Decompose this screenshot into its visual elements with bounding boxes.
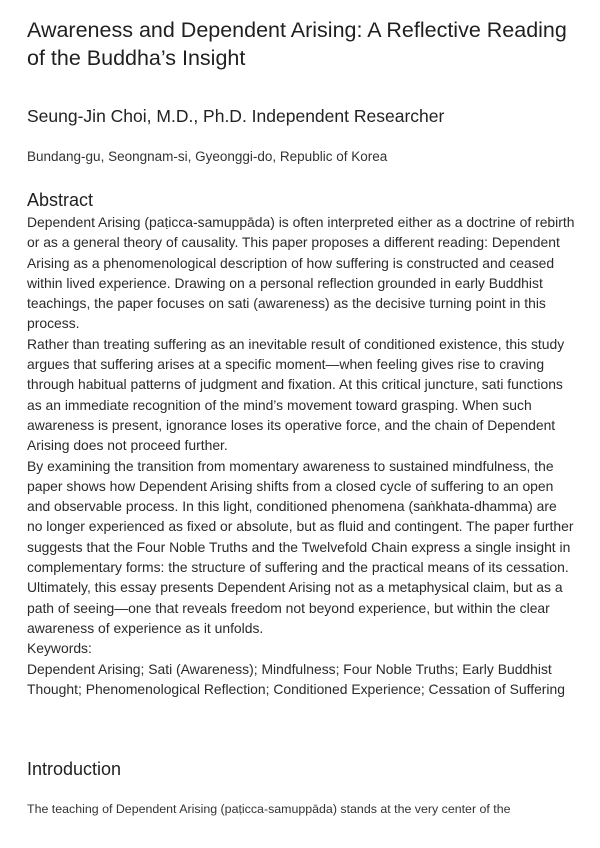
- abstract-body: [27, 212, 575, 699]
- paper-title: Awareness and Dependent Arising: A Reflective Reading of the Buddha’s Insight: [27, 18, 567, 70]
- abstract-paragraph: Dependent Arising (paṭicca-samuppāda) is often interpreted either as a doctrine of rebirth or as a general theory of causality. This paper proposes a different reading: Dependent Arising as a phenomenological description of how suffering is constructed and ceased within lived experience. Drawing on a personal reflection grounded in early Buddhist teachings, the paper focuses on sati (awareness) as the decisive turning point in this process.: [27, 214, 575, 332]
- abstract-heading: Abstract: [27, 190, 94, 210]
- author-line: Seung-Jin Choi, M.D., Ph.D. Independent Researcher: [27, 106, 445, 126]
- affiliation-line: Bundang-gu, Seongnam-si, Gyeonggi-do, Republic of Korea: [27, 149, 388, 164]
- introduction-first-line: The teaching of Dependent Arising (paṭicca-samuppāda) stands at the very center of the: [27, 802, 511, 816]
- keywords-label: Keywords:: [27, 640, 92, 657]
- keywords-list: Dependent Arising; Sati (Awareness); Mindfulness; Four Noble Truths; Early Buddhist Thought; Phenomenological Reflection; Conditioned Experience; Cessation of Suffering: [27, 660, 565, 697]
- abstract-paragraph: By examining the transition from momentary awareness to sustained mindfulness, the paper shows how Dependent Arising shifts from a closed cycle of suffering to an open and observable process. In this light, conditioned phenomena (saṅkhata-dhamma) are no longer experienced as fixed or absolute, but as fluid and contingent. The paper further suggests that the Four Noble Truths and the Twelvefold Chain express a single insight in complementary forms: the structure of suffering and the practical means of its cessation. Ultimately, this essay presents Dependent Arising not as a metaphysical claim, but as a path of seeing—one that reveals freedom not beyond experience, but within the clear awareness of experience as it unfolds.: [27, 457, 574, 636]
- introduction-heading: Introduction: [27, 759, 122, 779]
- abstract-paragraph: Rather than treating suffering as an inevitable result of conditioned existence, this study argues that suffering arises at a specific moment—when feeling gives rise to craving through habitual patterns of judgment and fixation. At this critical juncture, sati functions as an immediate recognition of the mind’s movement toward grasping. When such awareness is present, ignorance loses its operative force, and the chain of Dependent Arising does not proceed further.: [27, 335, 565, 454]
